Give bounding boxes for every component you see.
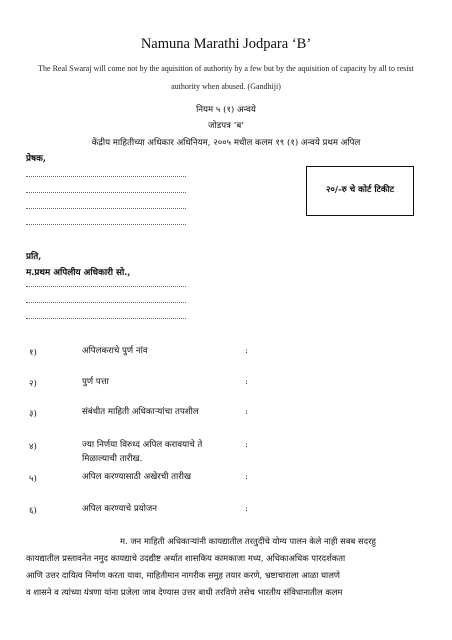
field-colon-6: : [245, 504, 248, 514]
field-colon-1: : [245, 346, 248, 356]
grounds-paragraph-line-4: व शासने व त्यांच्या यंत्रणा यांना प्रजेला जाब देण्यास उत्तर बाधी तरविणे तसेच भारतीय संविधानातील कलम [26, 587, 343, 597]
sender-line-2[interactable] [26, 192, 186, 193]
sender-line-3[interactable] [26, 208, 186, 209]
field-label-address: पुर्ण पत्ता [82, 377, 109, 387]
court-fee-stamp-text: २०/-रु चे कोर्ट टिकीट [325, 185, 395, 195]
field-label-purpose: अपिल करण्याचे प्रयोजन [82, 504, 158, 514]
gandhi-quote: The Real Swaraj will come not by the aquisition of authority by a few but by the aquisition of capacity by all to resist authority when abused. (Gandhiji) [38, 64, 414, 91]
sender-line-1[interactable] [26, 176, 186, 177]
recipient-line-3[interactable] [26, 318, 186, 319]
grounds-paragraph-line-1: म. जन माहिती अधिकाऱ्यांनी कायद्यातील तरतुदींचे योग्य पालन केले नाही सबब सदरहु [120, 536, 376, 546]
field-number-2: २) [29, 379, 37, 389]
field-colon-4: : [245, 440, 248, 450]
rule-reference: नियम ५ (१) अन्वये [196, 105, 256, 115]
recipient-line-2[interactable] [26, 302, 186, 303]
sender-label: प्रेषक, [26, 154, 46, 164]
field-label-decision-date: ज्या निर्णया विरुध्द अपिल करावयाचे ते मिळाल्याची तारीख. [82, 440, 203, 464]
field-colon-5: : [245, 472, 248, 482]
field-number-1: १) [29, 348, 37, 358]
field-label-appellant-name: अपिलकराचे पुर्ण नांव [82, 346, 148, 356]
grounds-paragraph-line-3: आणि उत्तर दायित्व निर्माण करता यावा, माहितीमान नागरीक समुह तयार करणे, भ्रष्टाचाराला आळा घालणे [26, 570, 340, 580]
grounds-paragraph-line-2: कायद्यातील प्रस्तावनेत नमुद कायद्याचे उदद्यीष्ट अर्थात शासकिय कामकाजा मध्य, अधिकाअधिक पारदर्शकता [26, 553, 346, 563]
recipient-label: प्रति, [26, 252, 42, 262]
field-label-last-date: अपिल करण्यासाठी अखेरची तारीख [82, 472, 192, 482]
field-number-4: ४) [29, 442, 37, 452]
field-colon-3: : [245, 407, 248, 417]
recipient-line-1[interactable] [26, 286, 186, 287]
field-number-6: ६) [29, 506, 37, 516]
annexure-label: जोडपत्र ‘ब’ [208, 121, 244, 131]
field-number-3: ३) [29, 409, 37, 419]
act-reference: केंद्रीय माहितीच्या अधिकार अधिनियम, २००५ मधील कलम १९ (१) अन्वये प्रथम अपिल [91, 138, 361, 148]
document-title: Namuna Marathi Jodpara ‘B’ [140, 36, 312, 52]
sender-line-4[interactable] [26, 224, 186, 225]
field-label-officer-details: संबंधीत माहिती अधिकाऱ्यांचा तपशील [82, 407, 199, 417]
appellate-officer-label: म.प्रथम अपिलीय अधिकारी सो., [26, 268, 131, 278]
field-colon-2: : [245, 377, 248, 387]
field-number-5: ५) [29, 474, 37, 484]
